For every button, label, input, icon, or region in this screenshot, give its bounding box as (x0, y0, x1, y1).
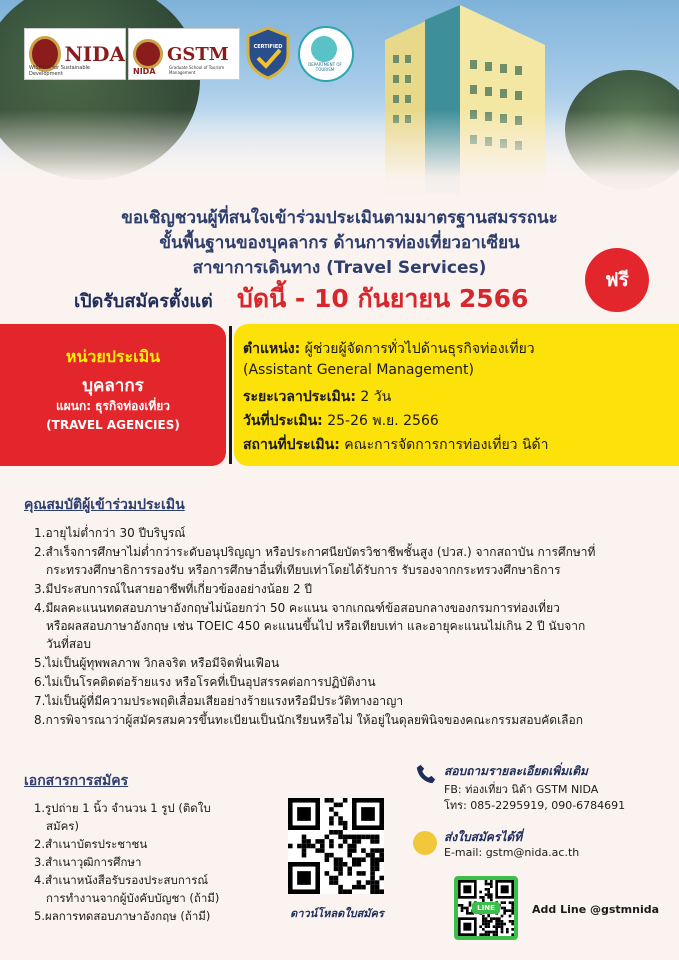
list-item: หรือผลสอบภาษาอังกฤษ เช่น TOEIC 450 คะแนนขึ้นไป หรือเทียบเท่า และอายุคะแนนไม่เกิน 2 ปี นับจาก (46, 619, 586, 633)
phone-icon (415, 763, 437, 785)
list-item: สมัคร) (46, 819, 79, 833)
contact-tel: โทร: 085-2295919, 090-6784691 (444, 799, 626, 812)
mail-icon (413, 831, 437, 855)
list-item: 8.การพิจารณาว่าผู้สมัครสมควรขึ้นทะเบียนเป็นนักเรียนหรือไม่ ให้อยู่ในดุลยพินิจของคณะกรรมสอบคัดเลือก (34, 713, 583, 727)
unit-title: หน่วยประเมิน (65, 347, 161, 366)
list-item: 4.สำเนาหนังสือรับรองประสบการณ์ (34, 873, 209, 887)
contact-fb: FB: ท่องเที่ยว นิด้า GSTM NIDA (444, 783, 599, 796)
unit-subject: บุคลากร (82, 376, 144, 396)
duration-row: ระยะเวลาประเมิน: 2 วัน (243, 389, 392, 405)
list-item: การทำงานจากผู้บังคับบัญชา (ถ้ามี) (46, 891, 220, 905)
list-item: 1.อายุไม่ต่ำกว่า 30 ปีบริบูรณ์ (34, 526, 186, 540)
tourism-dept-emblem-icon (311, 36, 337, 62)
line-label: Add Line @gstmnida (532, 903, 660, 916)
line-badge: LINE (472, 902, 500, 914)
list-item: 5.ผลการทดสอบภาษาอังกฤษ (ถ้ามี) (34, 909, 211, 923)
date-row: วันที่ประเมิน: 25-26 พ.ย. 2566 (243, 413, 439, 429)
list-item: กระทรวงศึกษาธิการรองรับ หรือการศึกษาอื่นที่เทียบเท่าโดยได้รับการ รับรองจากกระทรวงศึกษาธิการ (46, 563, 561, 577)
free-badge: ฟรี (585, 248, 649, 312)
list-item: 3.สำเนาวุฒิการศึกษา (34, 855, 142, 869)
download-caption: ดาวน์โหลดใบสมัคร (290, 907, 384, 920)
registration-period: บัดนี้ - 10 กันยายน 2566 (237, 284, 529, 313)
list-item: 4.มีผลคะแนนทดสอบภาษาอังกฤษไม่น้อยกว่า 50 คะแนน จากเกณฑ์ข้อสอบกลางของกรมการท่องเที่ยว (34, 601, 560, 615)
list-item: 5.ไม่เป็นผู้ทุพพลภาพ วิกลจริต หรือมีจิตฟั่นเฟือน (34, 656, 280, 670)
list-item: 2.สำเนาบัตรประชาชน (34, 837, 148, 851)
list-item: 1.รูปถ่าย 1 นิ้ว จำนวน 1 รูป (ติดใบ (34, 801, 211, 815)
unit-department: แผนก: ธุรกิจท่องเที่ยว (55, 399, 171, 413)
unit-department-en: (TRAVEL AGENCIES) (46, 418, 180, 432)
title-line-2: ขั้นพื้นฐานของบุคลากร ด้านการท่องเที่ยวอาเซียน (159, 233, 520, 253)
registration-label: เปิดรับสมัครตั้งแต่ (74, 291, 213, 312)
divider (229, 326, 232, 464)
title-line-1: ขอเชิญชวนผู้ที่สนใจเข้าร่วมประเมินตามมาตรฐานสมรรถนะ (121, 208, 558, 228)
list-item: 6.ไม่เป็นโรคติดต่อร้ายแรง หรือโรคที่เป็นอุปสรรคต่อการปฏิบัติงาน (34, 675, 376, 689)
list-item: วันที่สอบ (46, 637, 91, 651)
apply-title: ส่งใบสมัครได้ที่ (444, 830, 523, 844)
list-item: 2.สำเร็จการศึกษาไม่ต่ำกว่าระดับอนุปริญญา หรือประกาศนียบัตรวิชาชีพชั้นสูง (ปวส.) จากสถาบัน การศึกษาที่ (34, 545, 596, 559)
nida-logo: NIDA WISDOM for Sustainable Development (24, 28, 126, 80)
list-item: 7.ไม่เป็นผู้ที่มีความประพฤติเสื่อมเสียอย่างร้ายแรงหรือมีประวัติทางอาญา (34, 694, 404, 708)
list-item: 3.มีประสบการณ์ในสายอาชีพที่เกี่ยวข้องอย่างน้อย 2 ปี (34, 582, 313, 596)
certified-shield-icon (244, 26, 292, 80)
venue-row: สถานที่ประเมิน: คณะการจัดการการท่องเที่ยว นิด้า (243, 437, 549, 453)
contact-title: สอบถามรายละเอียดเพิ่มเติม (444, 764, 588, 778)
qualifications-title: คุณสมบัติผู้เข้าร่วมประเมิน (24, 497, 185, 513)
gstm-logo: GSTM NIDA Graduate School of Tourism Management (128, 28, 240, 80)
gstm-emblem-icon (133, 39, 163, 69)
title-line-3: สาขาการเดินทาง (Travel Services) (192, 258, 487, 278)
qr-code-icon[interactable] (288, 798, 384, 894)
position-row: ตำแหน่ง: ผู้ช่วยผู้จัดการทั่วไปด้านธุรกิจท่องเที่ยว (243, 341, 535, 357)
position-en: (Assistant General Management) (243, 362, 474, 378)
apply-email: E-mail: gstm@nida.ac.th (444, 846, 580, 859)
documents-title: เอกสารการสมัคร (24, 773, 129, 789)
